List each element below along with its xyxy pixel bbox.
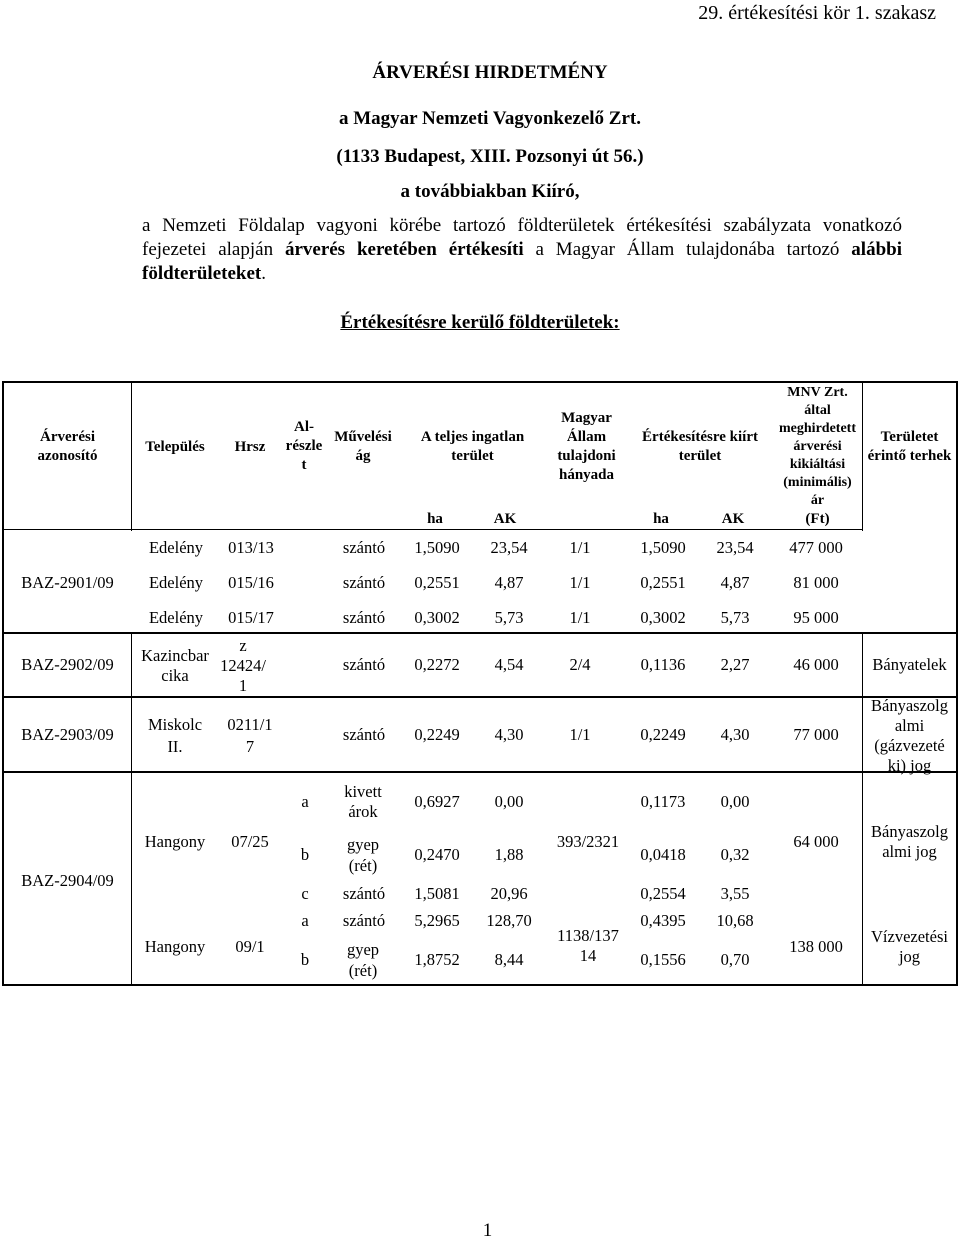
cell-ak-offered: 23,54 <box>716 538 754 557</box>
cell-price: 64 000 <box>793 832 839 851</box>
cell-hrsz: z 12424/ 1 <box>220 636 266 695</box>
cell-ha-offered: 0,3002 <box>640 608 686 627</box>
cell-ha-offered: 1,5090 <box>640 538 686 557</box>
cell-auction-id: BAZ-2901/09 <box>21 573 114 592</box>
cell-settlement: Edelény <box>148 608 204 627</box>
header-full-area: A teljes ingatlan terület <box>420 429 525 464</box>
page-number: 1 <box>482 1220 493 1241</box>
cell-share: 1/1 <box>569 725 591 744</box>
intro-text-1: a Nemzeti Földalap vagyoni körébe tartozó földterületek értékesítési szabályzata vonatkozó fejezetei alapján <box>142 215 902 260</box>
cell-ha: 1,8752 <box>414 950 460 969</box>
header-state-share: Magyar Állam tulajdoni hányada <box>557 410 616 483</box>
issuer-name: a Magyar Nemzeti Vagyonkezelő Zrt. <box>338 108 641 129</box>
cell-cultivation: szántó <box>342 538 386 557</box>
intro-bold-1: árverés keretében értékesíti <box>284 239 524 260</box>
header-unit-ak-offered: AK <box>721 511 745 527</box>
cell-ha-offered: 0,1136 <box>640 655 686 674</box>
cell-ak: 4,30 <box>494 725 524 744</box>
cell-ak-offered: 0,32 <box>720 845 750 864</box>
cell-ak: 23,54 <box>490 538 528 557</box>
intro-text-3: . <box>261 263 266 284</box>
issuer-address: (1133 Budapest, XIII. Pozsonyi út 56.) <box>336 146 644 167</box>
cell-cultivation: szántó <box>342 573 386 592</box>
cell-ha-offered: 0,2249 <box>640 725 686 744</box>
cell-cultivation: szántó <box>342 911 386 930</box>
cell-ak-offered: 3,55 <box>720 884 750 903</box>
header-hrsz: Hrsz <box>234 439 266 455</box>
cell-price: 77 000 <box>793 725 839 744</box>
document-title: ÁRVERÉSI HIRDETMÉNY <box>372 62 608 83</box>
cell-share: 1138/137 14 <box>557 926 619 965</box>
cell-ha: 0,2470 <box>414 845 460 864</box>
cell-ak: 4,54 <box>494 655 524 674</box>
cell-settlement: Edelény <box>148 573 204 592</box>
cell-price: 81 000 <box>793 573 839 592</box>
cell-share: 1/1 <box>569 608 591 627</box>
cell-burden: Bányaszolg almi (gázvezeté ki) jog <box>871 696 948 775</box>
cell-subpart: b <box>300 950 310 969</box>
header-price: MNV Zrt. által meghirdetett árverési kikiáltási (minimális) ár <box>779 385 856 508</box>
cell-auction-id: BAZ-2904/09 <box>21 871 114 890</box>
cell-ha-offered: 0,2554 <box>640 884 686 903</box>
cell-ha-offered: 0,1173 <box>640 792 686 811</box>
cell-subpart: c <box>301 884 309 903</box>
cell-ha-offered: 0,2551 <box>640 573 686 592</box>
header-settlement: Település <box>145 439 205 455</box>
cell-ha-offered: 0,1556 <box>640 950 686 969</box>
cell-ha-offered: 0,4395 <box>640 911 686 930</box>
cell-ak-offered: 4,87 <box>720 573 750 592</box>
cell-hrsz: 013/13 <box>228 538 274 557</box>
header-offered-area: Értékesítésre kiírt terület <box>642 429 758 464</box>
cell-burden: Bányaszolg almi jog <box>871 822 948 861</box>
cell-ha: 5,2965 <box>414 911 460 930</box>
cell-ak-offered: 0,70 <box>720 950 750 969</box>
cell-ha-offered: 0,0418 <box>640 845 686 864</box>
header-subpart: Al- részle t <box>285 419 323 473</box>
cell-price: 138 000 <box>789 937 843 956</box>
cell-subpart: b <box>300 845 310 864</box>
cell-ha: 1,5090 <box>414 538 460 557</box>
header-cultivation: Művelési ág <box>334 429 392 464</box>
cell-cultivation: gyep (rét) <box>346 835 380 875</box>
cell-share: 1/1 <box>569 573 591 592</box>
cell-price: 95 000 <box>793 608 839 627</box>
header-auction-id: Árverési azonosító <box>37 429 98 464</box>
cell-hrsz: 0211/1 7 <box>227 715 273 756</box>
cell-burden: Vízvezetési jog <box>871 927 948 966</box>
issuer-alias: a továbbiakban Kiíró, <box>400 181 580 202</box>
cell-ha: 0,2272 <box>414 655 460 674</box>
cell-price: 477 000 <box>789 538 843 557</box>
cell-ak-offered: 0,00 <box>720 792 750 811</box>
cell-ha: 0,2249 <box>414 725 460 744</box>
cell-settlement: Hangony <box>144 937 206 956</box>
cell-hrsz: 015/17 <box>228 608 274 627</box>
cell-hrsz: 015/16 <box>228 573 274 592</box>
header-unit-ft: (Ft) <box>805 511 830 527</box>
intro-bold-2: alábbi földterületeket <box>142 239 902 284</box>
cell-ak-offered: 4,30 <box>720 725 750 744</box>
header-encumbrance: Területet érintő terhek <box>867 429 952 464</box>
cell-ak: 0,00 <box>494 792 524 811</box>
cell-ha: 0,6927 <box>414 792 460 811</box>
cell-subpart: a <box>301 792 309 811</box>
cell-cultivation: szántó <box>342 655 386 674</box>
cell-cultivation: szántó <box>342 608 386 627</box>
cell-ak: 4,87 <box>494 573 524 592</box>
cell-share: 2/4 <box>569 655 591 674</box>
round-label: 29. értékesítési kör 1. szakasz <box>698 2 936 24</box>
cell-share: 1/1 <box>569 538 591 557</box>
cell-ak: 5,73 <box>494 608 524 627</box>
cell-cultivation: szántó <box>342 725 386 744</box>
header-unit-ha-offered: ha <box>653 511 669 527</box>
cell-ak: 20,96 <box>490 884 528 903</box>
cell-price: 46 000 <box>793 655 839 674</box>
header-unit-ak: AK <box>493 511 517 527</box>
section-title: Értékesítésre kerülő földterületek: <box>340 312 620 333</box>
cell-settlement: Kazincbar cika <box>141 646 209 685</box>
cell-settlement: Hangony <box>144 832 206 851</box>
cell-cultivation: gyep (rét) <box>346 940 380 980</box>
cell-cultivation: szántó <box>342 884 386 903</box>
cell-auction-id: BAZ-2903/09 <box>21 725 114 744</box>
cell-ha: 0,2551 <box>414 573 460 592</box>
cell-ak-offered: 2,27 <box>720 655 750 674</box>
cell-share: 393/2321 <box>556 832 620 851</box>
cell-settlement: Edelény <box>148 538 204 557</box>
cell-ak-offered: 5,73 <box>720 608 750 627</box>
cell-ak: 1,88 <box>494 845 524 864</box>
cell-burden: Bányatelek <box>872 655 947 674</box>
intro-text-2: a Magyar Állam tulajdonába tartozó <box>523 239 852 260</box>
cell-ak-offered: 10,68 <box>716 911 754 930</box>
header-unit-ha: ha <box>427 511 443 527</box>
cell-auction-id: BAZ-2902/09 <box>21 655 114 674</box>
intro-paragraph <box>142 214 902 286</box>
cell-ak: 128,70 <box>486 911 532 930</box>
cell-hrsz: 07/25 <box>231 832 269 851</box>
cell-settlement: Miskolc II. <box>147 715 203 756</box>
cell-cultivation: kivett árok <box>344 782 382 821</box>
cell-ha: 1,5081 <box>414 884 460 903</box>
cell-ha: 0,3002 <box>414 608 460 627</box>
cell-hrsz: 09/1 <box>235 937 265 956</box>
cell-ak: 8,44 <box>494 950 524 969</box>
cell-subpart: a <box>301 911 309 930</box>
